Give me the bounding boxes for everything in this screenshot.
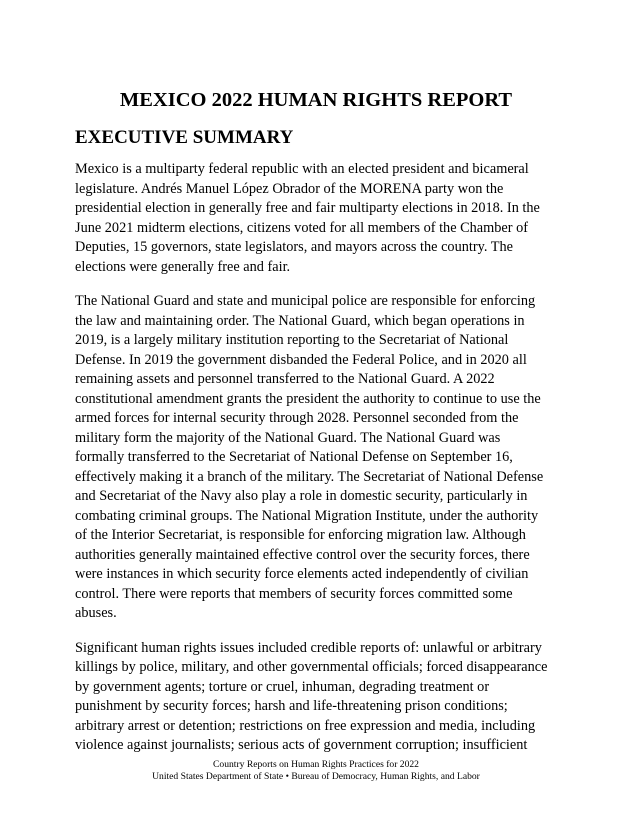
paragraph-human-rights-issues	[75, 639, 565, 756]
footer-report-name: Country Reports on Human Rights Practices for 2022	[213, 759, 419, 770]
text-line: remaining assets and personnel transferred to the National Guard. A 2022	[75, 371, 495, 387]
text-line: and Secretariat of the Navy also play a role in domestic security, particularly in	[75, 488, 528, 504]
report-title: MEXICO 2022 HUMAN RIGHTS REPORT	[119, 89, 513, 111]
text-line: punishment by security forces; harsh and life-threatening prison conditions;	[75, 698, 508, 714]
paragraph-security-forces	[75, 292, 565, 624]
report-body	[75, 160, 565, 771]
text-line: The National Guard and state and municipal police are responsible for enforcing	[75, 293, 536, 309]
text-line: were instances in which security force elements acted independently of civilian	[75, 566, 529, 582]
text-line: killings by police, military, and other governmental officials; forced disappearance	[75, 659, 548, 675]
text-line: military form the majority of the National Guard. The National Guard was	[75, 429, 501, 446]
text-line: 2019, is a largely military institution reporting to the Secretariat of National	[75, 332, 509, 348]
text-line: combating criminal groups. The National Migration Institute, under the authority	[75, 507, 539, 524]
text-line: legislature. Andrés Manuel López Obrador of the MORENA party won the	[75, 180, 504, 197]
text-line: by government agents; torture or cruel, inhuman, degrading treatment or	[75, 678, 490, 695]
text-line: control. There were reports that members of security forces committed some	[75, 585, 513, 602]
text-line: elections were generally free and fair.	[75, 258, 291, 275]
text-line: abuses.	[75, 605, 117, 621]
text-line: Deputies, 15 governors, state legislators, and mayors across the country. The	[75, 239, 513, 255]
text-line: Mexico is a multiparty federal republic with an elected president and bicameral	[75, 161, 529, 177]
text-line: arbitrary arrest or detention; restrictions on free expression and media, including	[75, 717, 536, 734]
text-line: presidential election in generally free and fair multiparty elections in 2018. In the	[75, 200, 540, 216]
text-line: the law and maintaining order. The National Guard, which began operations in	[75, 312, 525, 329]
text-line: armed forces for internal security through 2028. Personnel seconded from the	[75, 410, 519, 426]
section-heading: EXECUTIVE SUMMARY	[75, 127, 294, 148]
text-line: of the Interior Secretariat, is responsible for enforcing migration law. Although	[75, 527, 526, 543]
text-line: June 2021 midterm elections, citizens voted for all members of the Chamber of	[75, 219, 529, 236]
text-line: Defense. In 2019 the government disbanded the Federal Police, and in 2020 all	[75, 351, 527, 368]
text-line: constitutional amendment grants the president the authority to continue to use the	[75, 390, 541, 407]
footer-publisher: United States Department of State • Bureau of Democracy, Human Rights, and Labor	[152, 771, 480, 782]
text-line: formally transferred to the Secretariat of National Defense on September 16,	[75, 449, 513, 465]
paragraph-overview	[75, 160, 565, 277]
text-line: authorities generally maintained effective control over the security forces, there	[75, 546, 530, 563]
text-line: Significant human rights issues included credible reports of: unlawful or arbitrary	[75, 639, 542, 656]
text-line: violence against journalists; serious acts of government corruption; insufficient	[75, 737, 528, 753]
text-line: effectively making it a branch of the military. The Secretariat of National Defense	[75, 468, 544, 485]
page-footer	[0, 759, 632, 783]
